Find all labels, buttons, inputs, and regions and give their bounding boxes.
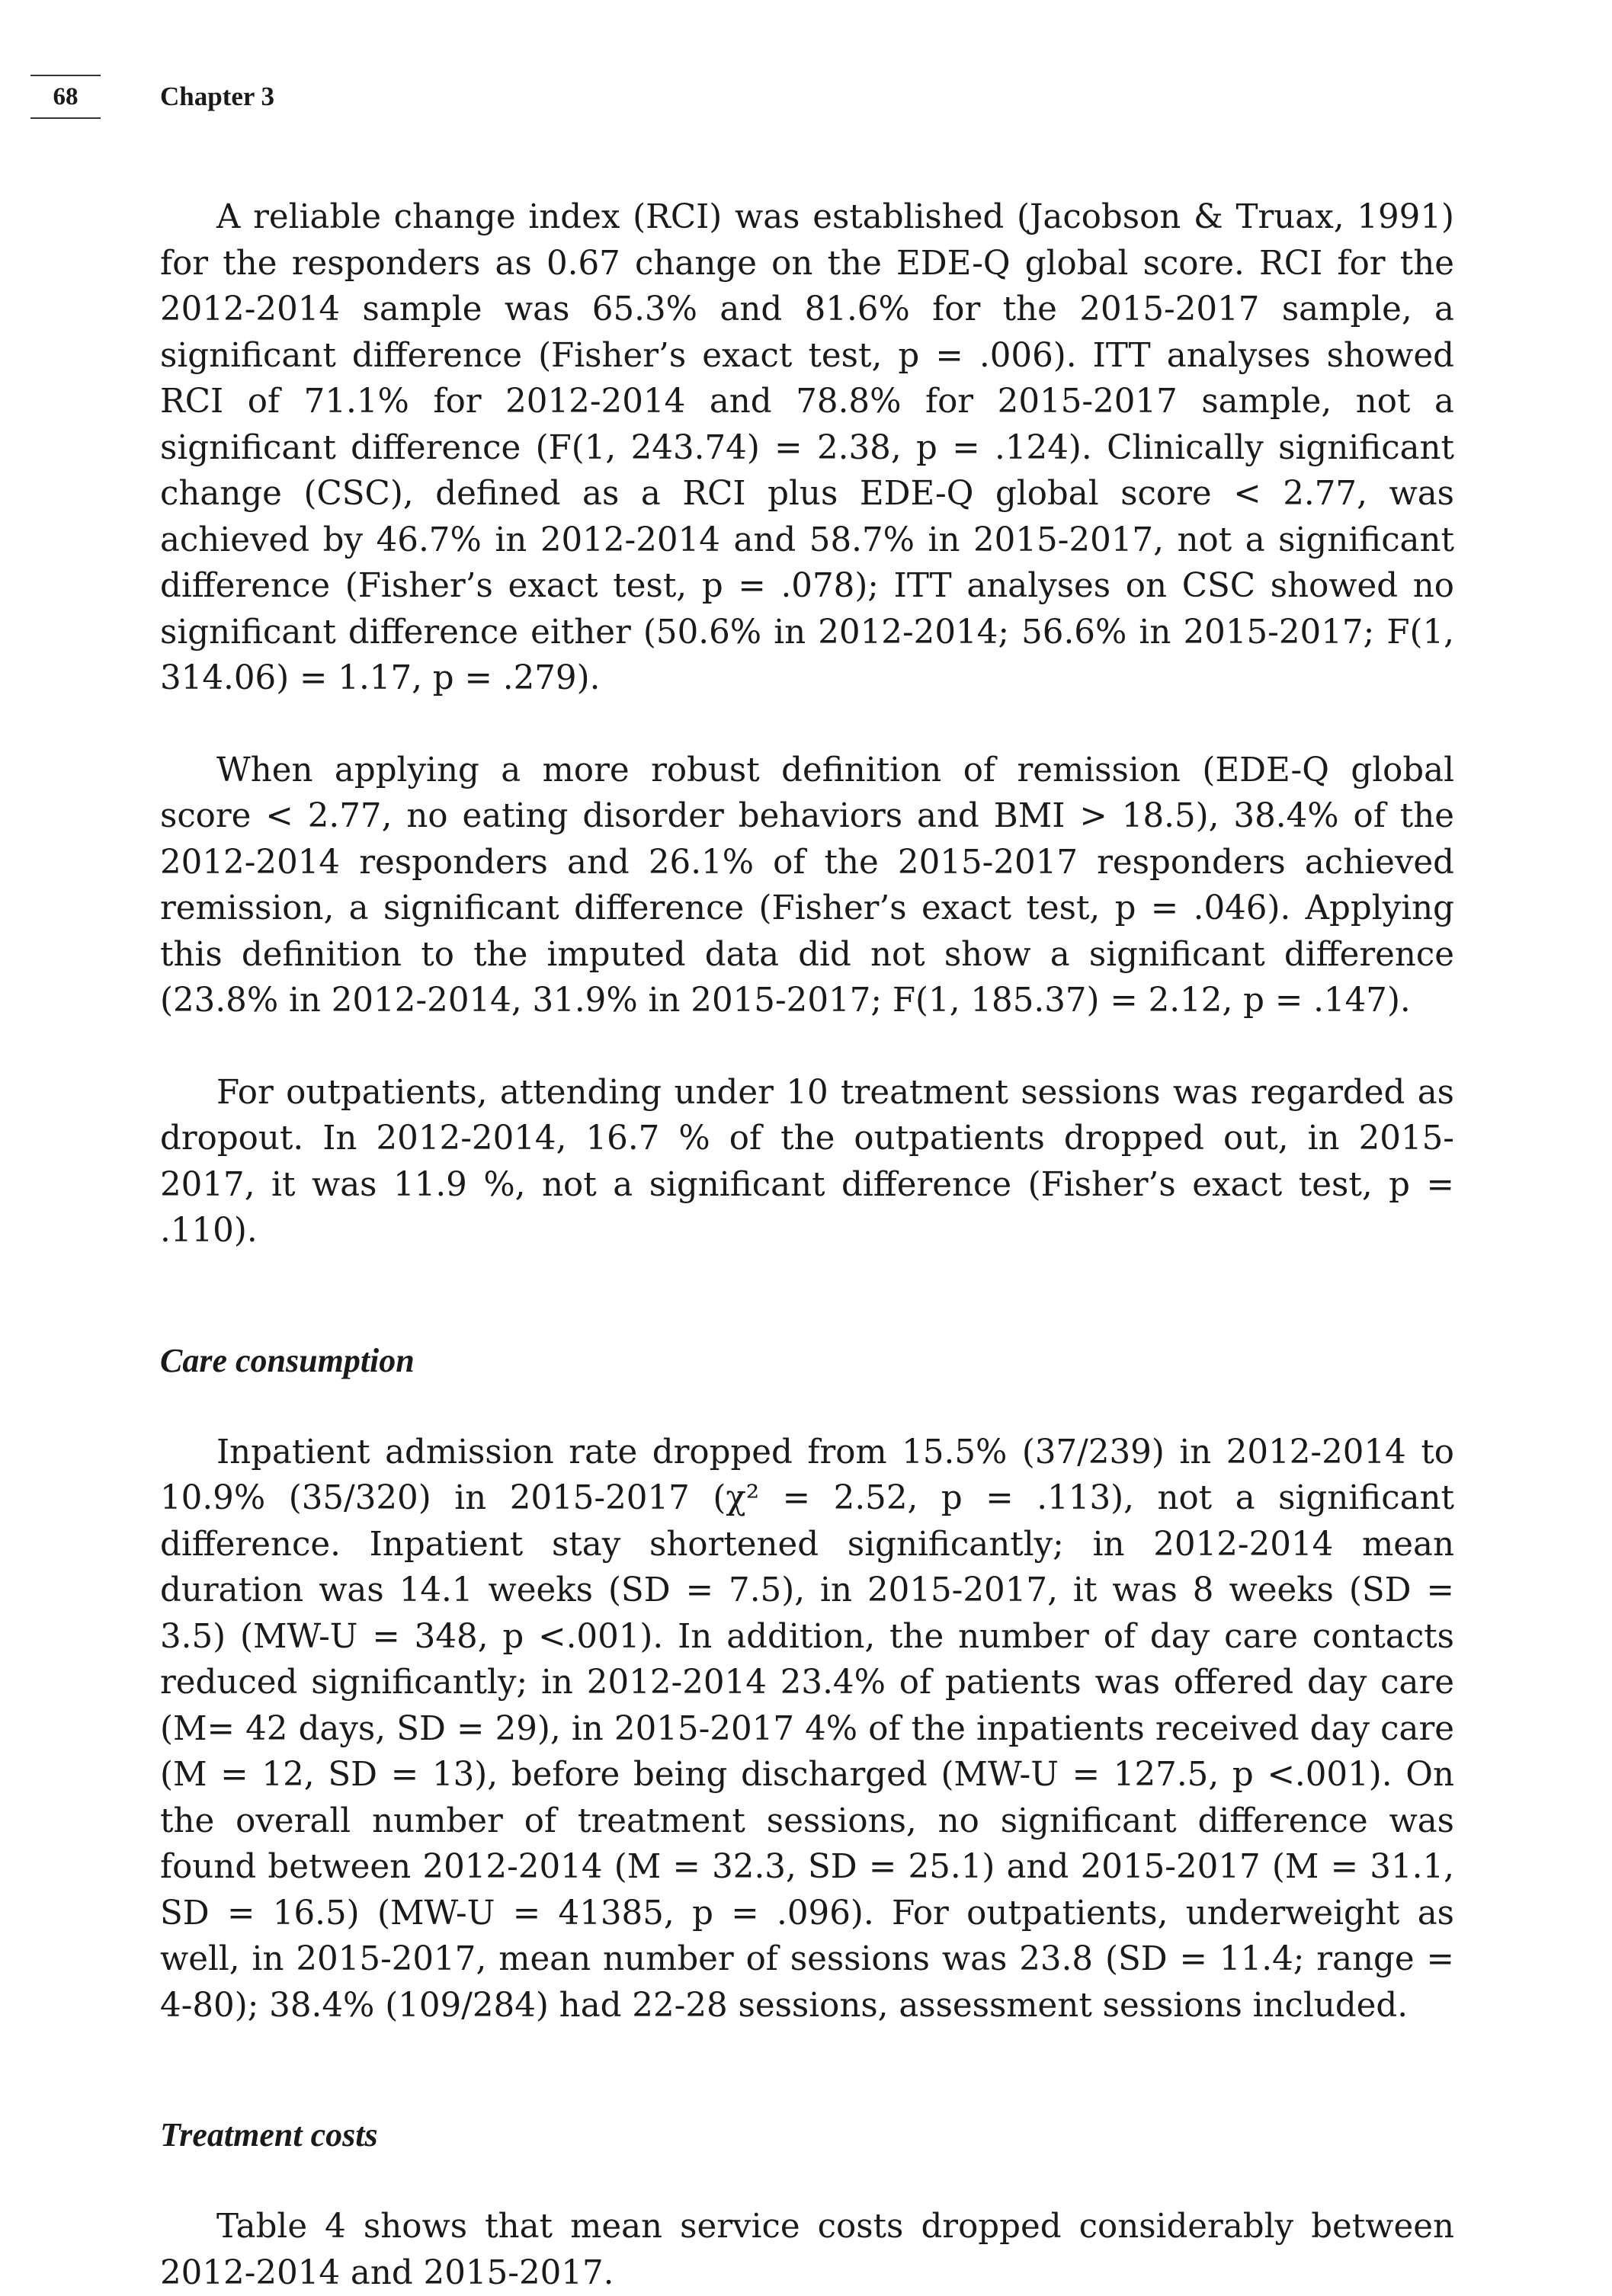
paragraph-care-consumption: Inpatient admission rate dropped from 15.5% (37/239) in 2012-2014 to 10.9% (35/320) in 2015-2017 (χ² = 2.52, p = .113), not a significant difference. Inpatient stay shortened significantly; in 2012-2014 mean duration was 14.1 weeks (SD = 7.5), in 2015-2017, it was 8 weeks (SD = 3.5) (MW-U = 348, p <.001). In addition, the number of day care contacts reduced significantly; in 2012-2014 23.4% of patients was offered day care (M= 42 days, SD = 29), in 2015-2017 4% of the inpatients received day care (M = 12, SD = 13), before being discharged (MW-U = 127.5, p <.001). On the overall number of treatment sessions, no significant difference was found between 2012-2014 (M = 32.3, SD = 25.1) and 2015-2017 (M = 31.1, SD = 16.5) (MW-U = 41385, p = .096). For outpatients, underweight as well, in 2015-2017, mean number of sessions was 23.8 (SD = 11.4; range = 4-80); 38.4% (109/284) had 22-28 sessions, assessment sessions included. bbox=[160, 1433, 1454, 2025]
page-body bbox=[160, 194, 1454, 2296]
paragraph-treatment-costs: Table 4 shows that mean service costs dropped considerably between 2012-2014 and 2015-2017. bbox=[160, 2208, 1454, 2292]
page-header bbox=[30, 75, 716, 120]
page-number: 68 bbox=[30, 75, 101, 119]
heading-care-consumption: Care consumption bbox=[160, 1341, 415, 1379]
chapter-label: Chapter 3 bbox=[160, 82, 275, 111]
heading-treatment-costs: Treatment costs bbox=[160, 2116, 378, 2154]
paragraph-rci: A reliable change index (RCI) was established (Jacobson & Truax, 1991) for the responders as 0.67 change on the EDE-Q global score. RCI for the 2012-2014 sample was 65.3% and 81.6% for the 2015-2017 sample, a significant difference (Fisher’s exact test, p = .006). ITT analyses showed RCI of 71.1% for 2012-2014 and 78.8% for 2015-2017 sample, not a significant difference (F(1, 243.74) = 2.38, p = .124). Clinically significant change (CSC), defined as a RCI plus EDE-Q global score < 2.77, was achieved by 46.7% in 2012-2014 and 58.7% in 2015-2017, not a significant difference (Fisher’s exact test, p = .078); ITT analyses on CSC showed no significant difference either (50.6% in 2012-2014; 56.6% in 2015-2017; F(1, 314.06) = 1.17, p = .279). bbox=[160, 198, 1454, 697]
paragraph-dropout: For outpatients, attending under 10 treatment sessions was regarded as dropout. In 2012-2014, 16.7 % of the outpatients dropped out, in 2015-2017, it was 11.9 %, not a significant difference (Fisher’s exact test, p = .110). bbox=[160, 1073, 1454, 1250]
paragraph-remission: When applying a more robust definition of remission (EDE-Q global score < 2.77, no eating disorder behaviors and BMI > 18.5), 38.4% of the 2012-2014 responders and 26.1% of the 2015-2017 responders achieved remission, a significant difference (Fisher’s exact test, p = .046). Applying this definition to the imputed data did not show a significant difference (23.8% in 2012-2014, 31.9% in 2015-2017; F(1, 185.37) = 2.12, p = .147). bbox=[160, 751, 1454, 1020]
